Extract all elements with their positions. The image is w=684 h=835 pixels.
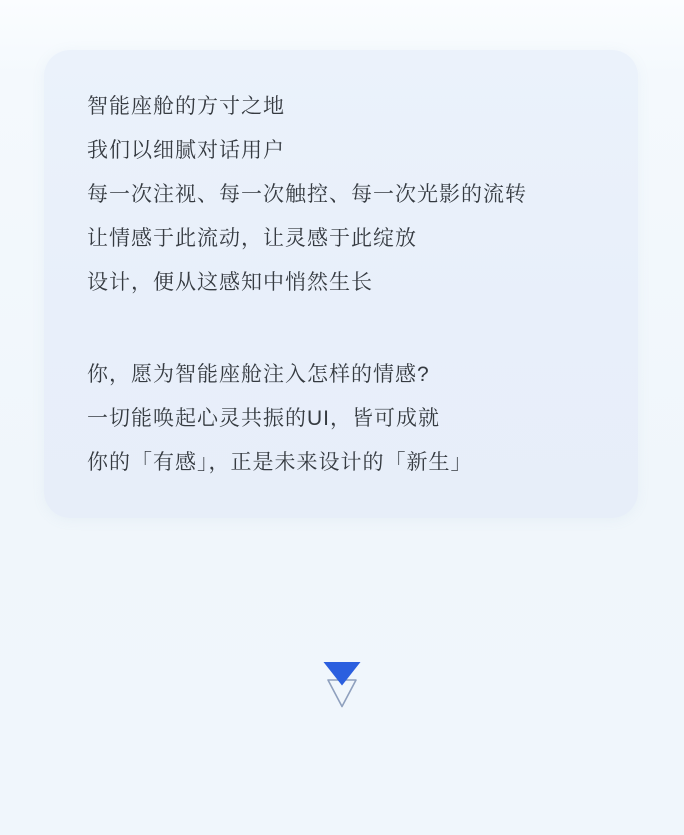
- poem-line: 一切能唤起心灵共振的UI，皆可成就: [87, 407, 440, 430]
- poem-block-2: [87, 353, 598, 485]
- double-triangle-down-icon: [321, 658, 363, 710]
- poem-card: [44, 50, 638, 518]
- poem-line: 设计，便从这感知中悄然生长: [87, 271, 373, 294]
- poem-line: 让情感于此流动，让灵感于此绽放: [87, 227, 417, 250]
- scroll-down-button[interactable]: [321, 658, 363, 710]
- poem-line: 每一次注视、每一次触控、每一次光影的流转: [87, 183, 527, 206]
- poem-line: 我们以细腻对话用户: [87, 139, 285, 162]
- poem-line: 智能座舱的方寸之地: [87, 95, 285, 118]
- poem-line: 你的「有感」，正是未来设计的「新生」: [87, 451, 473, 474]
- poem-block-1: [87, 85, 598, 305]
- poem-line: 你，愿为智能座舱注入怎样的情感?: [87, 363, 430, 386]
